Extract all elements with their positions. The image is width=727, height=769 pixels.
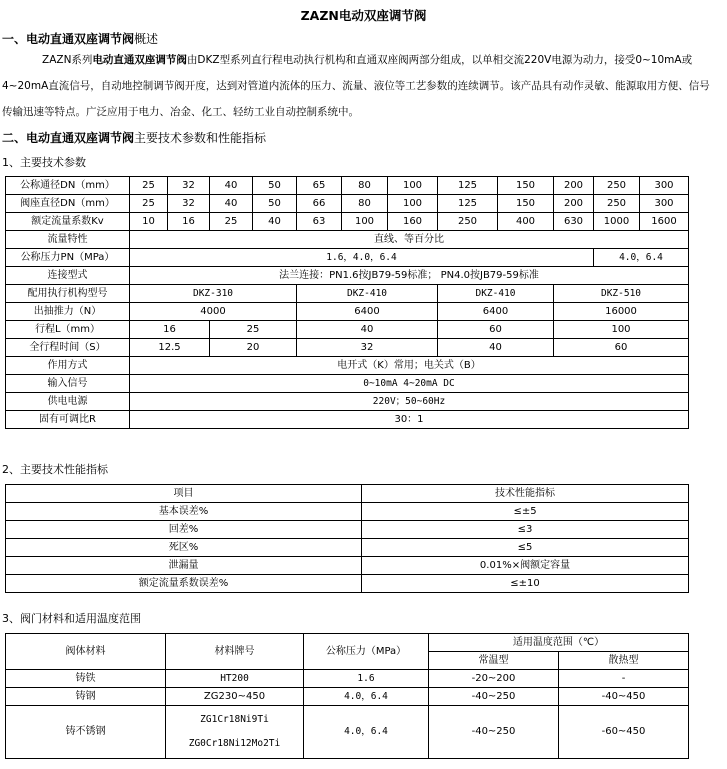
cell: 32 <box>297 339 438 357</box>
cell: 250 <box>594 177 640 195</box>
cell: 125 <box>438 177 498 195</box>
cell: 25 <box>130 195 168 213</box>
cell: ≤±10 <box>362 575 689 593</box>
cell: 回差% <box>6 521 362 539</box>
cell: 40 <box>438 339 554 357</box>
cell: 40 <box>253 213 297 231</box>
cell: 63 <box>297 213 342 231</box>
table-row <box>6 485 689 503</box>
header-cell: 项目 <box>6 485 362 503</box>
cell: 4000 <box>130 303 297 321</box>
row-label: 公称通径DN（mm） <box>6 177 130 195</box>
cell: 16 <box>168 213 210 231</box>
cell: ≤5 <box>362 539 689 557</box>
cell: 50 <box>253 177 297 195</box>
cell: 220V；50~60Hz <box>130 393 689 411</box>
cell: 60 <box>438 321 554 339</box>
cell: 1600 <box>640 213 689 231</box>
row-label: 公称压力PN（MPa） <box>6 249 130 267</box>
cell: -40~250 <box>429 688 559 706</box>
row-label: 全行程时间（S） <box>6 339 130 357</box>
cell: 100 <box>554 321 689 339</box>
cell: 200 <box>554 177 594 195</box>
table-row <box>6 503 689 521</box>
cell: -60~450 <box>559 706 689 759</box>
cell: DKZ-310 <box>130 285 297 303</box>
section-2-heading: 二、电动直通双座调节阀主要技术参数和性能指标 <box>2 131 267 145</box>
table-row <box>6 177 689 195</box>
header-cell: 材料牌号 <box>166 634 304 670</box>
cell: 150 <box>498 177 554 195</box>
table-row <box>6 339 689 357</box>
cell: DKZ-410 <box>438 285 554 303</box>
cell: 80 <box>342 177 388 195</box>
cell: 电开式（K）常用；电关式（B） <box>130 357 689 375</box>
cell: 0.01%×阀额定容量 <box>362 557 689 575</box>
row-label: 流量特性 <box>6 231 130 249</box>
cell: 死区% <box>6 539 362 557</box>
table-row <box>6 539 689 557</box>
performance-table <box>5 484 689 593</box>
cell: 150 <box>498 195 554 213</box>
table-row <box>6 285 689 303</box>
cell: 25 <box>210 321 297 339</box>
cell: 1.6 <box>304 670 429 688</box>
cell: 基本误差% <box>6 503 362 521</box>
cell: -40~250 <box>429 706 559 759</box>
cell: ZG230~450 <box>166 688 304 706</box>
cell: 100 <box>388 195 438 213</box>
row-label: 固有可调比R <box>6 411 130 429</box>
row-label: 配用执行机构型号 <box>6 285 130 303</box>
cell: 4.0，6.4 <box>304 706 429 759</box>
cell: 25 <box>130 177 168 195</box>
grade-line: ZG0Cr18Ni12Mo2Ti <box>188 738 281 749</box>
table-row <box>6 267 689 285</box>
table-row <box>6 195 689 213</box>
header-cell: 技术性能指标 <box>362 485 689 503</box>
header-cell: 适用温度范围（℃） <box>429 634 689 652</box>
table-row <box>6 557 689 575</box>
table-row <box>6 634 689 652</box>
table-row <box>6 375 689 393</box>
params-table <box>5 176 689 429</box>
cell: 16000 <box>554 303 689 321</box>
cell: ≤3 <box>362 521 689 539</box>
table-row <box>6 393 689 411</box>
cell: 铸钢 <box>6 688 166 706</box>
cell: 法兰连接：PN1.6按JB79-59标准； PN4.0按JB79-59标准 <box>130 267 689 285</box>
cell: 0~10mA 4~20mA DC <box>130 375 689 393</box>
intro-paragraph: ZAZN系列电动直通双座调节阀由DKZ型系列直行程电动执行机构和直通双座阀两部分组成，以单相交流220V电源为动力，接受0~10mA或4~20mA直流信号，自动地控制调节阀开度，达到对管道内流体的压力、流量、液位等工艺参数的连续调节。该产品具有动作灵敏、能源取用方便、信号传输迅速等特点。广泛应用于电力、冶金、化工、轻纺工业自动控制系统中。 <box>2 54 710 118</box>
cell: 630 <box>554 213 594 231</box>
row-label: 连接型式 <box>6 267 130 285</box>
materials-table <box>5 633 689 759</box>
cell: 4.0，6.4 <box>594 249 689 267</box>
cell: 200 <box>554 195 594 213</box>
row-label: 行程L（mm） <box>6 321 130 339</box>
cell: 40 <box>210 195 253 213</box>
row-label: 输入信号 <box>6 375 130 393</box>
table-row <box>6 706 689 759</box>
page-title: ZAZN电动双座调节阀 <box>300 8 427 23</box>
cell: 50 <box>253 195 297 213</box>
cell: 80 <box>342 195 388 213</box>
subsection-2-heading: 2、主要技术性能指标 <box>2 463 108 476</box>
cell: 10 <box>130 213 168 231</box>
cell: 25 <box>210 213 253 231</box>
cell: DKZ-410 <box>297 285 438 303</box>
cell: 1.6，4.0，6.4 <box>130 249 594 267</box>
cell: 125 <box>438 195 498 213</box>
cell: 泄漏量 <box>6 557 362 575</box>
table-row <box>6 575 689 593</box>
row-label: 供电电源 <box>6 393 130 411</box>
table-row <box>6 231 689 249</box>
cell: 额定流量系数误差% <box>6 575 362 593</box>
cell: 40 <box>297 321 438 339</box>
cell: 60 <box>554 339 689 357</box>
cell: 1000 <box>594 213 640 231</box>
row-label: 作用方式 <box>6 357 130 375</box>
subsection-3-heading: 3、阀门材料和适用温度范围 <box>2 612 141 625</box>
cell: 160 <box>388 213 438 231</box>
table-row <box>6 688 689 706</box>
table-row <box>6 321 689 339</box>
cell: 6400 <box>297 303 438 321</box>
cell: 6400 <box>438 303 554 321</box>
table-row <box>6 411 689 429</box>
table-row <box>6 303 689 321</box>
cell: 300 <box>640 177 689 195</box>
cell: 32 <box>168 177 210 195</box>
cell: 32 <box>168 195 210 213</box>
cell: -40~450 <box>559 688 689 706</box>
header-cell: 常温型 <box>429 652 559 670</box>
cell: 65 <box>297 177 342 195</box>
cell: DKZ-510 <box>554 285 689 303</box>
grade-line: ZG1Cr18Ni9Ti <box>200 714 269 725</box>
cell: 250 <box>438 213 498 231</box>
cell: 100 <box>342 213 388 231</box>
table-row <box>6 249 689 267</box>
row-label: 出抽推力（N） <box>6 303 130 321</box>
cell: 铸不锈钢 <box>6 706 166 759</box>
table-row <box>6 213 689 231</box>
cell <box>166 706 304 759</box>
row-label: 额定流量系数Kv <box>6 213 130 231</box>
table-row <box>6 357 689 375</box>
cell: 4.0，6.4 <box>304 688 429 706</box>
cell: 40 <box>210 177 253 195</box>
cell: 30：1 <box>130 411 689 429</box>
cell: 300 <box>640 195 689 213</box>
header-cell: 阀体材料 <box>6 634 166 670</box>
cell: ≤±5 <box>362 503 689 521</box>
cell: 12.5 <box>130 339 210 357</box>
cell: HT200 <box>166 670 304 688</box>
header-cell: 散热型 <box>559 652 689 670</box>
cell: 直线、等百分比 <box>130 231 689 249</box>
subsection-1-heading: 1、主要技术参数 <box>2 156 86 169</box>
cell: -20~200 <box>429 670 559 688</box>
cell: 20 <box>210 339 297 357</box>
cell: - <box>559 670 689 688</box>
cell: 400 <box>498 213 554 231</box>
cell: 250 <box>594 195 640 213</box>
table-row <box>6 521 689 539</box>
cell: 16 <box>130 321 210 339</box>
cell: 66 <box>297 195 342 213</box>
cell: 铸铁 <box>6 670 166 688</box>
row-label: 阀座直径DN（mm） <box>6 195 130 213</box>
table-row <box>6 670 689 688</box>
section-1-heading: 一、电动直通双座调节阀概述 <box>2 32 159 46</box>
cell: 100 <box>388 177 438 195</box>
header-cell: 公称压力（MPa） <box>304 634 429 670</box>
